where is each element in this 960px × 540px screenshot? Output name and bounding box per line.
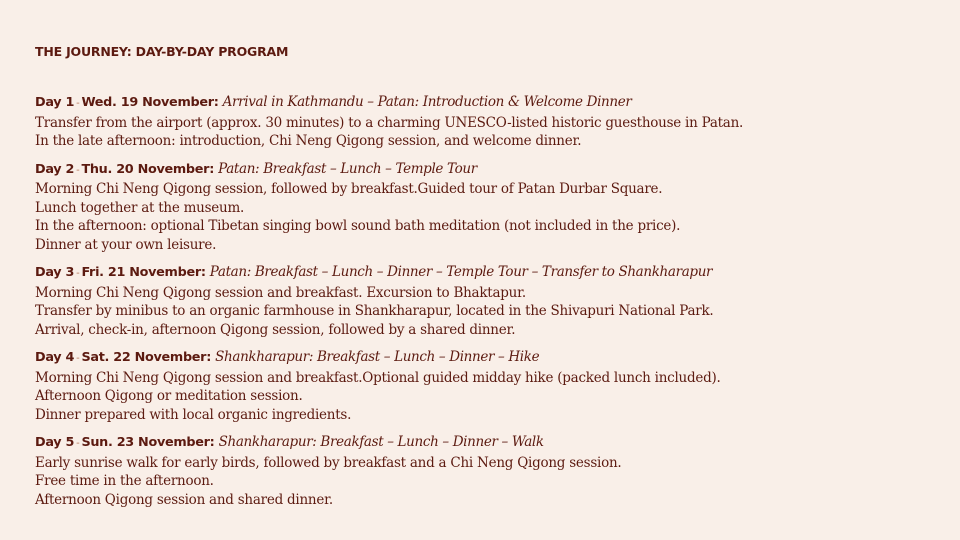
- day-description-line: Transfer from the airport (approx. 30 minutes) to a charming UNESCO-listed historic guesthouse in Patan.: [35, 114, 744, 131]
- day-heading: [35, 433, 935, 454]
- day-description-line: Morning Chi Neng Qigong session, followed by breakfast.Guided tour of Patan Durbar Square.: [35, 181, 663, 197]
- day-colon: :: [200, 265, 206, 280]
- page-title: THE JOURNEY: DAY-BY-DAY PROGRAM: [35, 44, 289, 59]
- day-2-block: [35, 160, 935, 255]
- day-description-line: Afternoon Qigong session and shared dinner.: [35, 491, 333, 508]
- day-description-line: Free time in the afternoon.: [35, 473, 214, 489]
- day-description-line: Morning Chi Neng Qigong session and breakfast. Excursion to Bhaktapur.: [35, 284, 526, 301]
- day-date: Sat. 22 November: [81, 350, 207, 365]
- day-description-line: Early sunrise walk for early birds, followed by breakfast and a Chi Neng Qigong session.: [35, 454, 622, 471]
- day-description-line: Morning Chi Neng Qigong session and breakfast.Optional guided midday hike (packed lunch included).: [35, 369, 721, 386]
- day-colon: :: [209, 161, 215, 177]
- day-separator: -: [76, 353, 80, 364]
- day-number: Day 2: [35, 161, 75, 177]
- day-5-block: [35, 433, 935, 509]
- day-date: Wed. 19 November: [81, 95, 214, 110]
- day-description-line: In the late afternoon: introduction, Chi Neng Qigong session, and welcome dinner.: [35, 133, 582, 149]
- day-subtitle: Shankharapur: Breakfast – Lunch – Dinner – Walk: [218, 434, 544, 450]
- day-description-line: Afternoon Qigong or meditation session.: [35, 388, 303, 404]
- day-separator: -: [76, 164, 80, 176]
- day-3-block: [35, 263, 935, 339]
- day-subtitle: Patan: Breakfast – Lunch – Temple Tour: [218, 160, 477, 177]
- day-heading: [35, 160, 935, 181]
- day-heading: [35, 348, 935, 369]
- day-heading: [35, 93, 935, 114]
- day-colon: :: [206, 350, 212, 365]
- day-separator: -: [76, 268, 80, 279]
- day-colon: :: [209, 435, 215, 450]
- day-subtitle: Arrival in Kathmandu – Patan: Introduction & Welcome Dinner: [222, 94, 632, 110]
- day-subtitle: Patan: Breakfast – Lunch – Dinner – Temple Tour – Transfer to Shankharapur: [209, 264, 713, 280]
- day-description-line: Dinner prepared with local organic ingredients.: [35, 406, 352, 423]
- day-colon: :: [213, 95, 219, 110]
- day-description-line: Arrival, check-in, afternoon Qigong session, followed by a shared dinner.: [35, 321, 516, 338]
- day-1-block: [35, 93, 935, 151]
- day-subtitle: Shankharapur: Breakfast – Lunch – Dinner – Hike: [215, 349, 540, 365]
- day-list: [35, 93, 935, 518]
- day-date: Fri. 21 November: [81, 265, 201, 280]
- day-separator: -: [76, 438, 80, 449]
- day-description-line: Lunch together at the museum.: [35, 199, 245, 216]
- day-number: Day 1: [35, 95, 75, 110]
- day-date: Thu. 20 November: [81, 161, 210, 177]
- day-description-line: Transfer by minibus to an organic farmhouse in Shankharapur, located in the Shivapuri National Park.: [35, 303, 714, 319]
- day-number: Day 3: [35, 265, 75, 280]
- day-heading: [35, 263, 935, 284]
- day-4-block: [35, 348, 935, 424]
- day-description-line: In the afternoon: optional Tibetan singing bowl sound bath meditation (not included in the price).: [35, 218, 681, 234]
- day-number: Day 5: [35, 435, 75, 450]
- day-separator: -: [76, 98, 80, 109]
- day-number: Day 4: [35, 350, 75, 365]
- day-date: Sun. 23 November: [81, 435, 210, 450]
- day-description-line: Dinner at your own leisure.: [35, 236, 217, 253]
